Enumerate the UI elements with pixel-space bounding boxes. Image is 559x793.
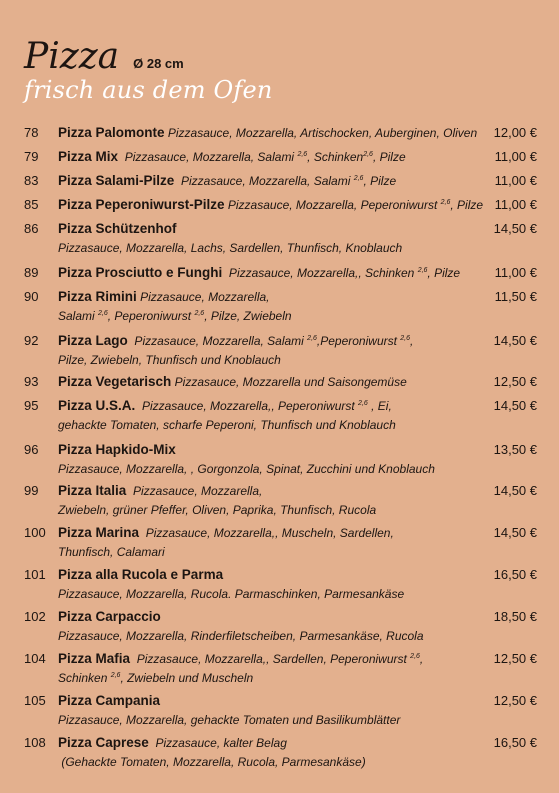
item-description-line-2: Pizzasauce, Mozzarella, Rinderfiletscheiben, Parmesankäse, Rucola [58,629,424,643]
item-price: 14,50 € [493,483,537,498]
item-number: 93 [24,374,39,389]
item-line-1 [58,287,479,307]
menu-item [0,565,559,604]
item-content [58,565,479,604]
item-name: Pizza Rimini [58,289,137,304]
item-name: Pizza Carpaccio [58,609,161,624]
menu-item [0,372,559,394]
item-name: Pizza Salami-Pilze [58,173,175,188]
menu-item [0,123,559,145]
item-line-1 [58,565,479,585]
menu-header [24,38,273,104]
item-name: Pizza Vegetarisch [58,374,172,389]
item-name: Pizza Italia [58,483,127,498]
item-line-1 [58,147,479,167]
item-content [58,440,479,479]
item-number: 85 [24,197,39,212]
item-line-1 [58,481,479,501]
item-description-line-2: Schinken $^{2,6}$, Zwiebeln und Muscheln [58,671,254,685]
item-name: Pizza U.S.A. [58,398,136,413]
item-description: Pizzasauce, Mozzarella, Salami $^{2,6}$,Peperoniwurst $^{2,6}$, [127,334,414,348]
menu-item [0,733,559,772]
item-description: Pizzasauce, Mozzarella und Saisongemüse [171,375,407,389]
menu-item [0,147,559,169]
item-line-1 [58,607,479,627]
menu-item [0,171,559,193]
item-price: 11,00 € [494,197,537,212]
menu-subtitle: frisch aus dem Ofen [24,76,273,104]
menu-item [0,331,559,370]
item-price: 12,50 € [493,693,537,708]
item-price: 14,50 € [493,398,537,413]
item-number: 95 [24,398,39,413]
item-content [58,171,479,191]
item-name: Pizza Marina [58,525,140,540]
item-number: 92 [24,333,39,348]
item-description: Pizzasauce, Mozzarella, Peperoniwurst $^{2,6}$, Pilze [224,198,484,212]
item-line-1 [58,691,479,711]
menu-item [0,287,559,326]
item-price: 14,50 € [493,221,537,236]
item-content [58,523,479,562]
item-description-line-2: Pizzasauce, Mozzarella, gehackte Tomaten und Basilikumblätter [58,713,401,727]
item-line-1 [58,219,479,239]
item-number: 78 [24,125,39,140]
item-description: Pizzasauce, Mozzarella, Salami $^{2,6}$, Schinken$^{2,6}$, Pilze [118,150,406,164]
menu-item [0,481,559,520]
item-content [58,123,479,143]
item-line-1 [58,263,479,283]
item-description-line-2: Pizzasauce, Mozzarella, Rucola. Parmaschinken, Parmesankäse [58,587,405,601]
item-name: Pizza Schützenhof [58,221,177,236]
item-price: 12,50 € [493,374,537,389]
item-content [58,263,479,283]
item-description: Pizzasauce, Mozzarella,, Sardellen, Peperoniwurst $^{2,6}$, [130,652,424,666]
item-number: 99 [24,483,39,498]
item-description: Pizzasauce, Mozzarella, [126,484,263,498]
item-price: 11,50 € [494,289,537,304]
item-line-1 [58,440,479,460]
item-number: 89 [24,265,39,280]
item-line-1 [58,123,479,143]
item-name: Pizza Lago [58,333,128,348]
item-name: Pizza Hapkido-Mix [58,442,176,457]
item-number: 86 [24,221,39,236]
item-line-1 [58,331,479,351]
item-description: Pizzasauce, Mozzarella,, Peperoniwurst $^{2,6}$ , Ei, [135,399,392,413]
item-line-1 [58,396,479,416]
item-price: 12,00 € [493,125,537,140]
item-content [58,396,479,435]
menu-title: Pizza [24,36,120,77]
item-content [58,331,479,370]
item-content [58,372,479,392]
item-line-1 [58,733,479,753]
item-number: 96 [24,442,39,457]
item-description: Pizzasauce, Mozzarella, Salami $^{2,6}$, Pilze [174,174,397,188]
item-description-line-2: Zwiebeln, grüner Pfeffer, Oliven, Paprika, Thunfisch, Rucola [58,503,377,517]
item-number: 90 [24,289,39,304]
item-line-1 [58,372,479,392]
item-name: Pizza Prosciutto e Funghi [58,265,223,280]
item-description-line-2: gehackte Tomaten, scharfe Peperoni, Thunfisch und Knoblauch [58,418,396,432]
menu-item [0,440,559,479]
item-content [58,607,479,646]
item-content [58,481,479,520]
item-price: 14,50 € [493,333,537,348]
item-line-1 [58,523,479,543]
item-number: 104 [24,651,46,666]
menu-item [0,607,559,646]
item-line-1 [58,171,479,191]
item-name: Pizza Peperoniwurst-Pilze [58,197,225,212]
item-number: 102 [24,609,46,624]
item-description-line-2: Pilze, Zwiebeln, Thunfisch und Knoblauch [58,353,281,367]
item-price: 16,50 € [493,567,537,582]
item-content [58,733,479,772]
item-description-line-2: Salami $^{2,6}$, Peperoniwurst $^{2,6}$, Pilze, Zwiebeln [58,309,292,323]
item-description: Pizzasauce, kalter Belag [148,736,287,750]
item-name: Pizza alla Rucola e Parma [58,567,224,582]
item-description-line-2: (Gehackte Tomaten, Mozzarella, Rucola, Parmesankäse) [58,755,366,769]
menu-item [0,263,559,285]
item-content [58,649,479,688]
item-line-1 [58,195,484,215]
item-number: 79 [24,149,39,164]
item-number: 101 [24,567,46,582]
item-description: Pizzasauce, Mozzarella,, Schinken $^{2,6}$, Pilze [222,266,461,280]
menu-item [0,195,559,217]
item-name: Pizza Palomonte [58,125,165,140]
item-price: 11,00 € [494,265,537,280]
title-row [24,38,273,76]
item-description: Pizzasauce, Mozzarella, [136,290,270,304]
item-number: 100 [24,525,46,540]
pizza-size: Ø 28 cm [133,56,184,71]
item-description-line-2: Pizzasauce, Mozzarella, Lachs, Sardellen, Thunfisch, Knoblauch [58,241,403,255]
item-price: 11,00 € [494,149,537,164]
item-name: Pizza Campania [58,693,161,708]
item-price: 13,50 € [493,442,537,457]
item-description: Pizzasauce, Mozzarella,, Muscheln, Sardellen, [139,526,394,540]
menu-item [0,396,559,435]
item-name: Pizza Mix [58,149,119,164]
item-price: 16,50 € [493,735,537,750]
item-line-1 [58,649,479,669]
item-content [58,219,479,258]
item-description-line-2: Thunfisch, Calamari [58,545,165,559]
item-number: 105 [24,693,46,708]
item-content [58,287,479,326]
item-name: Pizza Mafia [58,651,131,666]
item-price: 14,50 € [493,525,537,540]
item-description-line-2: Pizzasauce, Mozzarella, , Gorgonzola, Spinat, Zucchini und Knoblauch [58,462,435,476]
menu-item [0,219,559,258]
item-price: 18,50 € [493,609,537,624]
item-price: 11,00 € [494,173,537,188]
item-content [58,147,479,167]
item-content [58,195,484,215]
menu-item [0,691,559,730]
item-number: 83 [24,173,39,188]
item-price: 12,50 € [493,651,537,666]
item-name: Pizza Caprese [58,735,149,750]
item-number: 108 [24,735,46,750]
item-description: Pizzasauce, Mozzarella, Artischocken, Auberginen, Oliven [164,126,478,140]
item-content [58,691,479,730]
menu-item [0,523,559,562]
menu-item [0,649,559,688]
